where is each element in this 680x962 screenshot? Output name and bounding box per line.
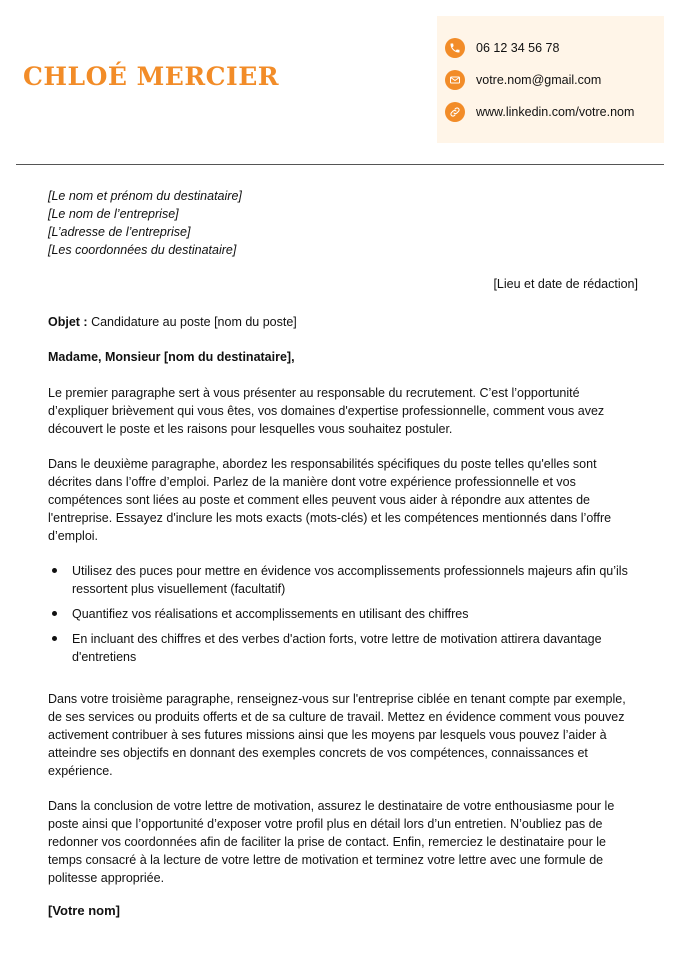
list-item: Utilisez des puces pour mettre en évidence vos accomplissements professionnels majeurs afin qu’ils ressortent plus visuellement (facultatif) xyxy=(48,562,638,598)
recipient-contact: [Les coordonnées du destinataire] xyxy=(48,243,237,257)
paragraph-experience: Dans le deuxième paragraphe, abordez les responsabilités spécifiques du poste telles qu'elles sont décrites dans l’offre d’emploi. Parlez de la manière dont votre expérience professionnelle et vos compétences sont liées au poste et comment elles peuvent vous aider à répondre aux attentes de l'entreprise. Essayez d'inclure les mots exacts (mots-clés) et les compétences mentionnés dans l’offre d’emploi. xyxy=(48,457,612,543)
recipient-address: [L’adresse de l’entreprise] xyxy=(48,225,191,239)
list-item: En incluant des chiffres et des verbes d'action forts, votre lettre de motivation attirera davantage d'entretiens xyxy=(48,630,638,666)
subject-line xyxy=(48,313,638,331)
recipient-company: [Le nom de l’entreprise] xyxy=(48,207,179,221)
paragraph-intro: Le premier paragraphe sert à vous présenter au responsable du recrutement. C’est l’opportunité d’expliquer brièvement qui vous êtes, vos domaines d'expertise professionnelle, comment vous avez découvert le poste et les raisons pour lesquelles vous souhaitez postuler. xyxy=(48,386,605,436)
salutation: Madame, Monsieur [nom du destinataire], xyxy=(48,350,295,364)
phone-number: 06 12 34 56 78 xyxy=(476,41,560,55)
achievements-list xyxy=(48,562,638,673)
recipient-block xyxy=(48,187,242,259)
linkedin-url[interactable]: www.linkedin.com/votre.nom xyxy=(476,105,635,119)
contact-box xyxy=(437,16,664,143)
recipient-name: [Le nom et prénom du destinataire] xyxy=(48,189,242,203)
contact-linkedin xyxy=(445,102,634,122)
paragraph-company: Dans votre troisième paragraphe, renseignez-vous sur l'entreprise ciblée en tenant compte par exemple, de ses services ou produits offerts et de sa culture de travail. Mettez en évidence comment vous pouvez activement contribuer à ses futures missions ainsi que les moyens par lesquels vous pouvez l’aider à atteindre ses objectifs en donnant des exemples concrets de vos compétences, connaissances et expérience. xyxy=(48,692,626,778)
contact-phone xyxy=(445,38,559,58)
subject-text: Candidature au poste [nom du poste] xyxy=(91,315,297,329)
email-address[interactable]: votre.nom@gmail.com xyxy=(476,73,602,87)
link-icon xyxy=(445,102,465,122)
subject-label: Objet : xyxy=(48,315,88,329)
applicant-name: CHLOÉ MERCIER xyxy=(23,62,280,91)
paragraph-conclusion: Dans la conclusion de votre lettre de motivation, assurez le destinataire de votre enthousiasme pour le poste ainsi que l’opportunité d’exposer votre profil plus en détail lors d’un entretien. N’oubliez pas de redonner vos coordonnées afin de faciliter la prise de contact. Enfin, remerciez le destinataire pour le temps consacré à la lecture de votre lettre de motivation et terminez votre lettre avec une formule de politesse appropriée. xyxy=(48,799,615,885)
header-divider xyxy=(16,164,664,165)
list-item: Quantifiez vos réalisations et accomplissements en utilisant des chiffres xyxy=(48,605,638,623)
phone-icon xyxy=(445,38,465,58)
contact-email xyxy=(445,70,601,90)
mail-icon xyxy=(445,70,465,90)
signature: [Votre nom] xyxy=(48,903,120,918)
place-and-date: [Lieu et date de rédaction] xyxy=(493,277,638,291)
